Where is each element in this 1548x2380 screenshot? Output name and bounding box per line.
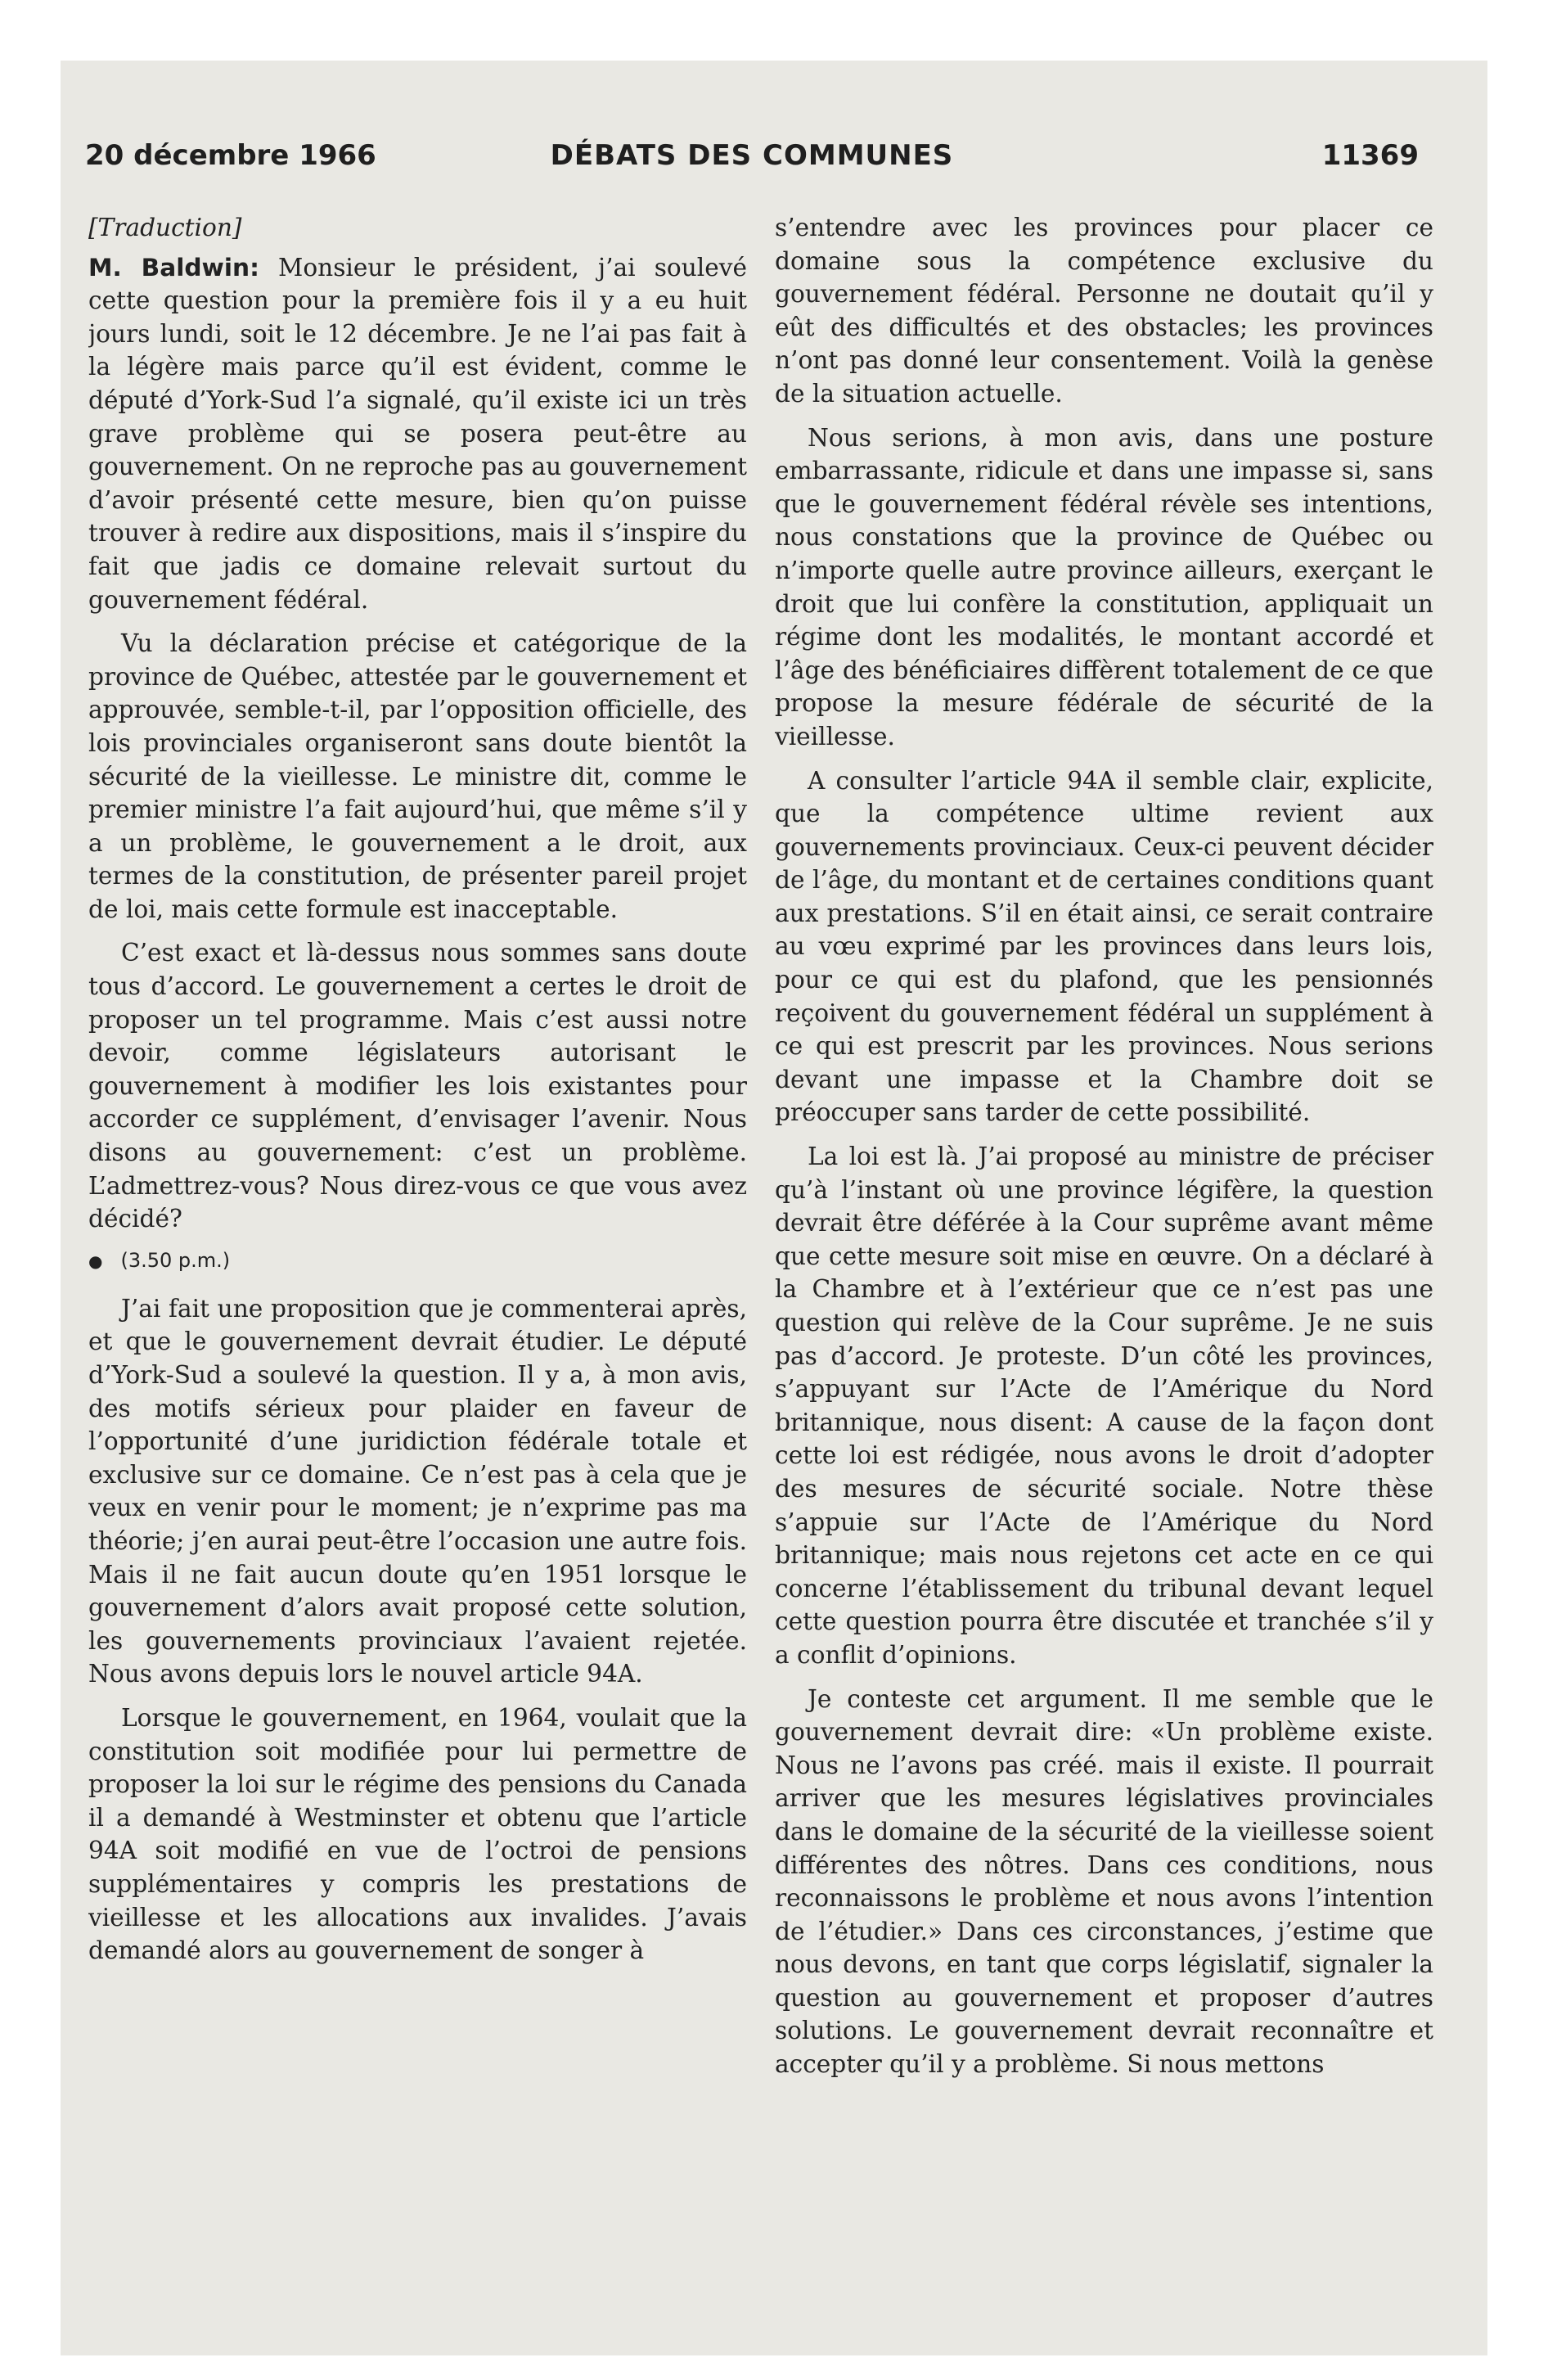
paragraph: s’entendre avec les provinces pour placer ce domaine sous la compétence exclusive du gouvernement fédéral. Personne ne doutait qu’il y eût des difficultés et des obstacles; les provinces n’ont pas donné leur consentement. Voilà la genèse de la situation actuelle. xyxy=(775,214,1433,408)
paragraph: La loi est là. J’ai proposé au ministre de préciser qu’à l’instant où une province légifère, la question devrait être déférée à la Cour suprême avant même que cette mesure soit mise en œuvre. On a déclaré à la Chambre et à l’extérieur que ce n’est pas une question qui relève de la Cour suprême. Je ne suis pas d’accord. Je proteste. D’un côté les provinces, s’appuyant sur l’Acte de l’Amérique du Nord britannique, nous disent: A cause de la façon dont cette loi est rédigée, nous avons le droit d’adopter des mesures de sécurité sociale. Notre thèse s’appuie sur l’Acte de l’Amérique du Nord britannique; mais nous rejetons cet acte en ce qui concerne l’établissement du tribunal devant lequel cette question pourra être discutée et tranchée s’il y a conflit d’opinions. xyxy=(775,1143,1433,1669)
paragraph xyxy=(88,251,747,617)
paragraph: J’ai fait une proposition que je commenterai après, et que le gouvernement devrait étudier. Le député d’York-Sud a soulevé la question. Il y a, à mon avis, des motifs sérieux pour plaider en faveur de l’opportunité d’une juridiction fédérale totale et exclusive sur ce domaine. Ce n’est pas à cela que je veux en venir pour le moment; je n’exprime pas ma théorie; j’en aurai peut-être l’occasion une autre fois. Mais il ne fait aucun doute qu’en 1951 lorsque le gouvernement d’alors avait proposé cette solution, les gouvernements provinciaux l’avaient rejetée. Nous avons depuis lors le nouvel article 94A. xyxy=(88,1294,747,1688)
header-title: DÉBATS DES COMMUNES xyxy=(550,139,954,172)
paragraph: Vu la déclaration précise et catégorique de la province de Québec, attestée par le gouvernement et approuvée, semble-t-il, par l’opposition officielle, des lois provinciales organiseront sans doute bientôt la sécurité de la vieillesse. Le ministre dit, comme le premier ministre l’a fait aujourd’hui, que même s’il y a un problème, le gouvernement a le droit, aux termes de la constitution, de présenter pareil projet de loi, mais cette formule est inacceptable. xyxy=(88,629,747,923)
paragraph-text: Monsieur le président, j’ai soulevé cette question pour la première fois il y a eu huit jours lundi, soit le 12 décembre. Je ne l’ai pas fait à la légère mais parce qu’il est évident, comme le député d’York-Sud l’a signalé, qu’il existe ici un très grave problème qui se posera peut-être au gouvernement. On ne reproche pas au gouvernement d’avoir présenté cette mesure, bien qu’on puisse trouver à redire aux dispositions, mais il s’inspire du fait que jadis ce domaine relevait surtout du gouvernement fédéral. xyxy=(88,253,747,614)
translation-note: [Traduction] xyxy=(88,214,242,241)
paragraph: Je conteste cet argument. Il me semble que le gouvernement devrait dire: «Un problème existe. Nous ne l’avons pas créé. mais il existe. Il pourrait arriver que les mesures législatives provinciales dans le domaine de la sécurité de la vieillesse soient différentes des nôtres. Dans ces conditions, nous reconnaissons le problème et nous avons l’intention de l’étudier.» Dans ces circonstances, j’estime que nous devons, en tant que corps législatif, signaler la question au gouvernement et proposer d’autres solutions. Le gouvernement devrait reconnaître et accepter qu’il y a problème. Si nous mettons xyxy=(775,1684,1433,2079)
bullet-icon: ● xyxy=(88,1251,103,1271)
timestamp xyxy=(88,1247,747,1274)
paragraph: C’est exact et là-dessus nous sommes sans doute tous d’accord. Le gouvernement a certes le droit de proposer un tel programme. Mais c’est aussi notre devoir, comme législateurs autorisant le gouvernement à modifier les lois existantes pour accorder ce supplément, d’envisager l’avenir. Nous disons au gouvernement: c’est un problème. L’admettrez-vous? Nous direz-vous ce que vous avez décidé? xyxy=(88,939,747,1233)
right-column xyxy=(775,211,1433,2233)
paragraph: Lorsque le gouvernement, en 1964, voulait que la constitution soit modifiée pour lui permettre de proposer la loi sur le régime des pensions du Canada il a demandé à Westminster et obtenu que l’article 94A soit modifié en vue de l’octroi de pensions supplémentaires y compris les prestations de vieillesse et les allocations aux invalides. J’avais demandé alors au gouvernement de songer à xyxy=(88,1703,747,1965)
timestamp-text: (3.50 p.m.) xyxy=(120,1248,231,1272)
paragraph: A consulter l’article 94A il semble clair, explicite, que la compétence ultime revient aux gouvernements provinciaux. Ceux-ci peuvent décider de l’âge, du montant et de certaines conditions quant aux prestations. S’il en était ainsi, ce serait contraire au vœu exprimé par les provinces dans leurs lois, pour ce qui est du plafond, que les pensionnés reçoivent du gouvernement fédéral un supplément à ce qui est prescrit par les provinces. Nous serions devant une impasse et la Chambre doit se préoccuper sans tarder de cette possibilité. xyxy=(775,766,1433,1127)
page-number: 11369 xyxy=(1321,139,1419,172)
page-header xyxy=(85,139,1419,188)
left-column xyxy=(88,211,747,2233)
paragraph: Nous serions, à mon avis, dans une posture embarrassante, ridicule et dans une impasse si, sans que le gouvernement fédéral révèle ses intentions, nous constations que la province de Québec ou n’importe quelle autre province ailleurs, exerçant le droit que lui confère la constitution, appliquait un régime dont les modalités, le montant accordé et l’âge des bénéficiaires diffèrent totalement de ce que propose la mesure fédérale de sécurité de la vieillesse. xyxy=(775,423,1433,751)
speaker-name: M. Baldwin: xyxy=(88,253,259,282)
header-date: 20 décembre 1966 xyxy=(85,139,376,172)
